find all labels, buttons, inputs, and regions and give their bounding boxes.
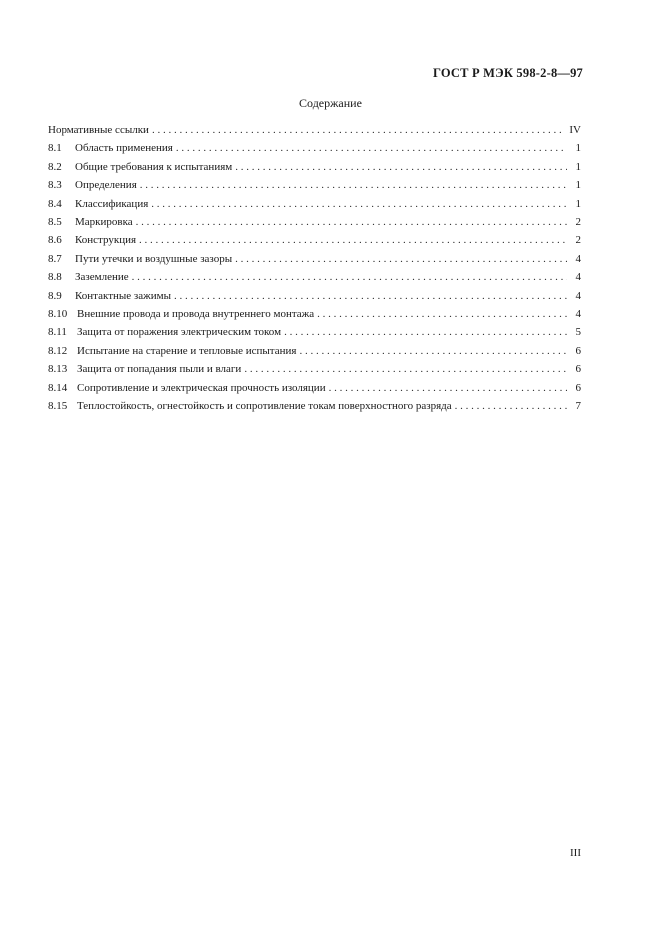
toc-entry-number: 8.9 [48, 289, 62, 302]
toc-entry[interactable] [48, 268, 581, 286]
toc-entry-label: Конструкция [75, 234, 137, 247]
toc-entry[interactable] [48, 176, 581, 194]
toc-entry[interactable] [48, 213, 581, 231]
toc-leader-dots [244, 360, 567, 378]
toc-entry-label: Контактные зажимы [75, 289, 171, 302]
toc-entry-page: 1 [575, 160, 581, 173]
toc-entry-number: 8.7 [48, 252, 62, 265]
toc-entry-number: 8.5 [48, 216, 62, 229]
toc-entry-label: Пути утечки и воздушные зазоры [75, 252, 233, 265]
toc-entry-number: 8.12 [48, 344, 68, 357]
toc-entry-number: 8.3 [48, 179, 62, 192]
toc-leader-dots [152, 121, 565, 139]
toc-entry-number: 8.1 [48, 142, 62, 155]
toc-entry-number: 8.15 [48, 400, 68, 413]
toc-entry[interactable] [48, 397, 581, 415]
toc-entry-page: 4 [575, 289, 581, 302]
toc-entry-number: 8.11 [48, 326, 67, 339]
toc-entry-label: Маркировка [75, 216, 133, 229]
toc-leader-dots [151, 195, 567, 213]
toc-entry-label: Испытание на старение и тепловые испытания [77, 344, 297, 357]
toc-entry-page: 4 [575, 252, 581, 265]
toc-entry[interactable] [48, 323, 581, 341]
toc-entry-page: 2 [575, 234, 581, 247]
toc-leader-dots [235, 158, 567, 176]
toc-leader-dots [299, 342, 567, 360]
toc-entry[interactable] [48, 250, 581, 268]
toc-entry[interactable] [48, 158, 581, 176]
toc-entry[interactable] [48, 287, 581, 305]
toc-entry-number: 8.10 [48, 308, 68, 321]
toc-entry-page: 7 [575, 400, 581, 413]
toc-entry[interactable] [48, 379, 581, 397]
toc-entry-number: 8.13 [48, 363, 68, 376]
table-of-contents [48, 121, 581, 416]
toc-entry-number: 8.6 [48, 234, 62, 247]
standard-code: ГОСТ Р МЭК 598-2-8—97 [432, 66, 583, 80]
toc-entry-number: 8.8 [48, 271, 62, 284]
toc-entry[interactable] [48, 121, 581, 139]
toc-entry-label: Классификация [75, 197, 149, 210]
toc-entry[interactable] [48, 139, 581, 157]
toc-entry-page: IV [569, 124, 581, 136]
toc-leader-dots [329, 379, 567, 397]
toc-entry-label: Заземление [75, 271, 129, 284]
toc-entry-label: Теплостойкость, огнестойкость и сопротивление токам поверхностного разряда [77, 400, 452, 413]
toc-entry-page: 1 [575, 142, 581, 155]
page-number: III [570, 847, 581, 859]
toc-entry-page: 1 [575, 179, 581, 192]
toc-entry-label: Область применения [75, 142, 173, 155]
toc-leader-dots [455, 397, 567, 415]
toc-entry-number: 8.14 [48, 381, 68, 394]
toc-entry-page: 4 [575, 271, 581, 284]
toc-entry-label: Общие требования к испытаниям [75, 160, 233, 173]
toc-entry-page: 1 [575, 197, 581, 210]
toc-entry[interactable] [48, 305, 581, 323]
toc-leader-dots [174, 287, 567, 305]
toc-leader-dots [140, 176, 567, 194]
toc-leader-dots [235, 250, 567, 268]
toc-leader-dots [136, 213, 567, 231]
toc-entry-page: 6 [575, 363, 581, 376]
toc-leader-dots [139, 231, 567, 249]
toc-entry[interactable] [48, 360, 581, 378]
toc-entry[interactable] [48, 195, 581, 213]
toc-entry-page: 2 [575, 216, 581, 229]
toc-entry-label: Сопротивление и электрическая прочность изоляции [77, 381, 326, 394]
toc-leader-dots [317, 305, 567, 323]
toc-entry-label: Нормативные ссылки [48, 124, 149, 136]
toc-entry-page: 6 [575, 344, 581, 357]
toc-entry-label: Защита от попадания пыли и влаги [77, 363, 242, 376]
toc-entry-label: Внешние провода и провода внутреннего монтажа [77, 308, 315, 321]
toc-title: Содержание [299, 96, 362, 110]
toc-entry-label: Определения [75, 179, 137, 192]
toc-entry[interactable] [48, 342, 581, 360]
toc-entry-page: 6 [575, 381, 581, 394]
toc-entry-page: 5 [575, 326, 581, 339]
toc-entry[interactable] [48, 231, 581, 249]
toc-leader-dots [284, 323, 567, 341]
toc-leader-dots [132, 268, 567, 286]
toc-entry-page: 4 [575, 308, 581, 321]
toc-entry-number: 8.2 [48, 160, 62, 173]
toc-entry-label: Защита от поражения электрическим током [77, 326, 282, 339]
toc-leader-dots [176, 139, 567, 157]
toc-entry-number: 8.4 [48, 197, 62, 210]
